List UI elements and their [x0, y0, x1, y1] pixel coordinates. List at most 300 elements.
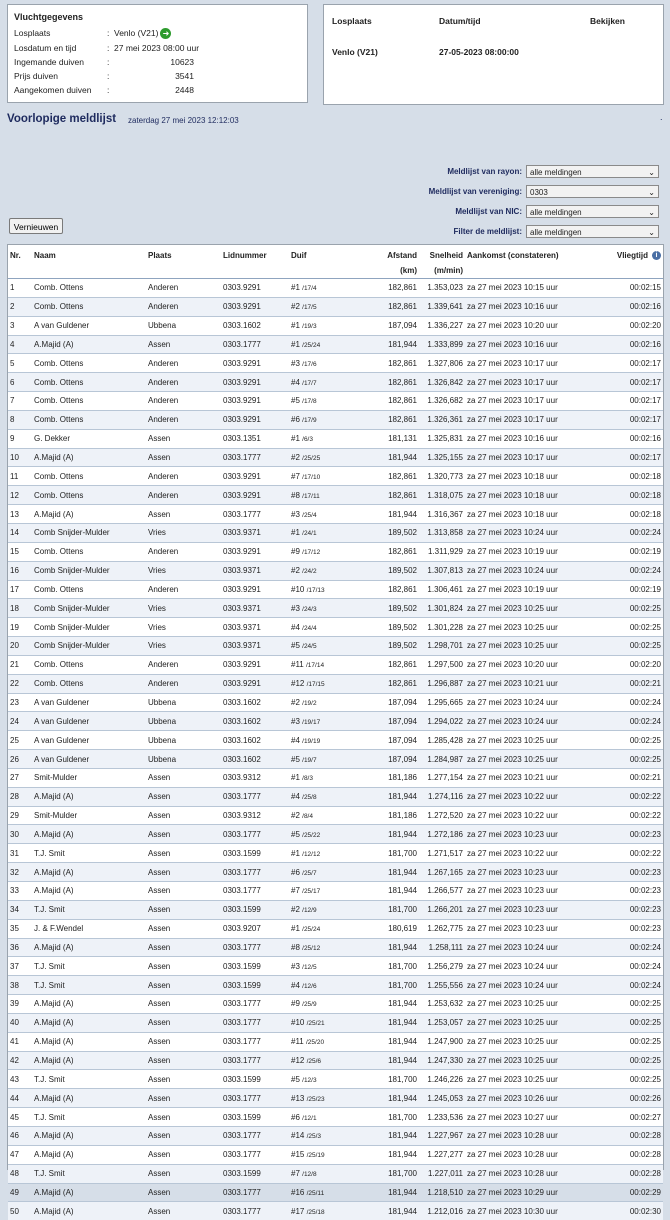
- cell-aankomst: za 27 mei 2023 10:24 uur: [465, 712, 605, 731]
- cell-vliegtijd: 00:02:30: [605, 1202, 663, 1220]
- cell-lidnummer: 0303.9291: [221, 354, 289, 373]
- cell-snelheid: 1.325,155: [419, 448, 465, 467]
- cell-nr: 21: [8, 655, 32, 674]
- info-value: 10623: [170, 57, 194, 67]
- cell-lidnummer: 0303.1602: [221, 316, 289, 335]
- col-nr[interactable]: Nr.: [8, 245, 32, 279]
- filter-label: Meldlijst van rayon:: [447, 167, 522, 176]
- cell-lidnummer: 0303.1599: [221, 844, 289, 863]
- cell-snelheid: 1.266,577: [419, 882, 465, 901]
- cell-aankomst: za 27 mei 2023 10:25 uur: [465, 1051, 605, 1070]
- cell-nr: 28: [8, 787, 32, 806]
- cell-lidnummer: 0303.1602: [221, 693, 289, 712]
- cell-lidnummer: 0303.1599: [221, 957, 289, 976]
- cell-nr: 4: [8, 335, 32, 354]
- cell-duif: #7 /12/8: [289, 1164, 349, 1183]
- table-row: [8, 410, 663, 429]
- table-row: [8, 957, 663, 976]
- cell-lidnummer: 0303.1777: [221, 882, 289, 901]
- cell-duif: #8 /17/11: [289, 486, 349, 505]
- filter-label: Meldlijst van vereniging:: [428, 187, 522, 196]
- cell-naam: Comb. Ottens: [32, 354, 146, 373]
- cell-aankomst: za 27 mei 2023 10:17 uur: [465, 410, 605, 429]
- cell-nr: 17: [8, 580, 32, 599]
- cell-plaats: Assen: [146, 1108, 221, 1127]
- cell-aankomst: za 27 mei 2023 10:26 uur: [465, 1089, 605, 1108]
- cell-nr: 48: [8, 1164, 32, 1183]
- cell-aankomst: za 27 mei 2023 10:25 uur: [465, 995, 605, 1014]
- cell-duif: #1 /8/3: [289, 768, 349, 787]
- cell-naam: A.Majid (A): [32, 995, 146, 1014]
- cell-plaats: Vries: [146, 618, 221, 637]
- cell-naam: A.Majid (A): [32, 863, 146, 882]
- info-label: Losdatum en tijd: [14, 43, 77, 53]
- cell-snelheid: 1.320,773: [419, 467, 465, 486]
- cell-plaats: Assen: [146, 768, 221, 787]
- cell-duif: #2 /19/2: [289, 693, 349, 712]
- cell-aankomst: za 27 mei 2023 10:23 uur: [465, 863, 605, 882]
- cell-plaats: Assen: [146, 787, 221, 806]
- table-row: [8, 599, 663, 618]
- cell-plaats: Anderen: [146, 486, 221, 505]
- cell-snelheid: 1.218,510: [419, 1183, 465, 1202]
- cell-naam: A van Guldener: [32, 693, 146, 712]
- cell-snelheid: 1.285,428: [419, 731, 465, 750]
- cell-plaats: Anderen: [146, 279, 221, 298]
- cell-snelheid: 1.353,023: [419, 279, 465, 298]
- cell-lidnummer: 0303.1777: [221, 938, 289, 957]
- cell-plaats: Vries: [146, 637, 221, 656]
- filter-vereniging: [360, 185, 660, 200]
- cell-aankomst: za 27 mei 2023 10:19 uur: [465, 580, 605, 599]
- cell-nr: 31: [8, 844, 32, 863]
- cell-aankomst: za 27 mei 2023 10:24 uur: [465, 523, 605, 542]
- cell-afstand: 181,700: [379, 900, 419, 919]
- cell-vliegtijd: 00:02:21: [605, 674, 663, 693]
- cell-vliegtijd: 00:02:24: [605, 693, 663, 712]
- cell-duif: #12 /25/6: [289, 1051, 349, 1070]
- cell-lidnummer: 0303.9371: [221, 561, 289, 580]
- cell-snelheid: 1.227,011: [419, 1164, 465, 1183]
- cell-lidnummer: 0303.9291: [221, 542, 289, 561]
- cell-lidnummer: 0303.9291: [221, 279, 289, 298]
- cell-snelheid: 1.296,887: [419, 674, 465, 693]
- cell-nr: 42: [8, 1051, 32, 1070]
- table-row: [8, 542, 663, 561]
- cell-naam: T.J. Smit: [32, 900, 146, 919]
- col-naam[interactable]: Naam: [32, 245, 146, 279]
- cell-naam: Comb. Ottens: [32, 373, 146, 392]
- table-row: [8, 580, 663, 599]
- cell-plaats: Ubbena: [146, 712, 221, 731]
- cell-snelheid: 1.245,053: [419, 1089, 465, 1108]
- cell-lidnummer: 0303.1599: [221, 1070, 289, 1089]
- cell-nr: 1: [8, 279, 32, 298]
- cell-plaats: Assen: [146, 1089, 221, 1108]
- cell-afstand: 182,861: [379, 655, 419, 674]
- race-panel: [323, 4, 664, 105]
- cell-plaats: Assen: [146, 957, 221, 976]
- cell-nr: 41: [8, 1032, 32, 1051]
- cell-lidnummer: 0303.9371: [221, 523, 289, 542]
- cell-afstand: 181,944: [379, 1013, 419, 1032]
- cell-plaats: Anderen: [146, 392, 221, 411]
- cell-naam: A van Guldener: [32, 712, 146, 731]
- cell-naam: Comb Snijder-Mulder: [32, 561, 146, 580]
- cell-vliegtijd: 00:02:23: [605, 900, 663, 919]
- cell-afstand: 182,861: [379, 467, 419, 486]
- cell-vliegtijd: 00:02:25: [605, 618, 663, 637]
- cell-vliegtijd: 00:02:25: [605, 731, 663, 750]
- cell-vliegtijd: 00:02:23: [605, 919, 663, 938]
- cell-nr: 46: [8, 1126, 32, 1145]
- cell-snelheid: 1.227,277: [419, 1145, 465, 1164]
- cell-naam: Comb. Ottens: [32, 297, 146, 316]
- cell-nr: 9: [8, 429, 32, 448]
- cell-lidnummer: 0303.1777: [221, 995, 289, 1014]
- cell-lidnummer: 0303.1599: [221, 1164, 289, 1183]
- cell-duif: #16 /25/11: [289, 1183, 349, 1202]
- table-row: [8, 655, 663, 674]
- cell-nr: 50: [8, 1202, 32, 1220]
- cell-duif: #14 /25/3: [289, 1126, 349, 1145]
- cell-naam: T.J. Smit: [32, 844, 146, 863]
- filter-meldlijst-select[interactable]: alle meldingen ⌄: [526, 225, 659, 238]
- cell-vliegtijd: 00:02:28: [605, 1145, 663, 1164]
- cell-lidnummer: 0303.9291: [221, 373, 289, 392]
- cell-plaats: Assen: [146, 1183, 221, 1202]
- cell-nr: 5: [8, 354, 32, 373]
- cell-vliegtijd: 00:02:25: [605, 637, 663, 656]
- info-label: Ingemande duiven: [14, 57, 84, 67]
- table-row: [8, 523, 663, 542]
- col-duif[interactable]: Duif: [289, 245, 349, 279]
- cell-duif: #7 /17/10: [289, 467, 349, 486]
- cell-snelheid: 1.316,367: [419, 505, 465, 524]
- cell-afstand: 182,861: [379, 392, 419, 411]
- filter-nic: [360, 205, 660, 220]
- table-row: [8, 1202, 663, 1220]
- race-header-bekijken: Bekijken: [590, 16, 625, 26]
- cell-afstand: 182,861: [379, 373, 419, 392]
- col-vliegtijd[interactable]: Vliegtijd i: [605, 245, 663, 279]
- cell-snelheid: 1.311,929: [419, 542, 465, 561]
- cell-snelheid: 1.339,641: [419, 297, 465, 316]
- info-value: 27 mei 2023 08:00 uur: [114, 43, 200, 53]
- cell-lidnummer: 0303.9291: [221, 580, 289, 599]
- filter-rayon-select[interactable]: alle meldingen ⌄: [526, 165, 659, 178]
- table-row: [8, 373, 663, 392]
- cell-plaats: Assen: [146, 900, 221, 919]
- cell-vliegtijd: 00:02:28: [605, 1126, 663, 1145]
- cell-nr: 13: [8, 505, 32, 524]
- cell-nr: 32: [8, 863, 32, 882]
- cell-plaats: Assen: [146, 863, 221, 882]
- cell-aankomst: za 27 mei 2023 10:18 uur: [465, 486, 605, 505]
- cell-nr: 34: [8, 900, 32, 919]
- cell-lidnummer: 0303.1777: [221, 825, 289, 844]
- cell-aankomst: za 27 mei 2023 10:17 uur: [465, 354, 605, 373]
- cell-vliegtijd: 00:02:21: [605, 768, 663, 787]
- cell-duif: #4 /24/4: [289, 618, 349, 637]
- cell-afstand: 189,502: [379, 618, 419, 637]
- cell-duif: #3 /25/4: [289, 505, 349, 524]
- table-row: [8, 1051, 663, 1070]
- info-value: 3541: [175, 71, 194, 81]
- cell-plaats: Assen: [146, 1164, 221, 1183]
- cell-lidnummer: 0303.9371: [221, 599, 289, 618]
- cell-aankomst: za 27 mei 2023 10:23 uur: [465, 900, 605, 919]
- cell-snelheid: 1.294,022: [419, 712, 465, 731]
- cell-snelheid: 1.262,775: [419, 919, 465, 938]
- cell-vliegtijd: 00:02:17: [605, 392, 663, 411]
- cell-plaats: Assen: [146, 882, 221, 901]
- table-row: [8, 316, 663, 335]
- filter-nic-select[interactable]: alle meldingen ⌄: [526, 205, 659, 218]
- filter-label: Filter de meldlijst:: [453, 227, 522, 236]
- cell-snelheid: 1.253,057: [419, 1013, 465, 1032]
- info-row-ingemand: Ingemande duiven : 10623: [14, 57, 194, 67]
- cell-lidnummer: 0303.1602: [221, 712, 289, 731]
- cell-plaats: Assen: [146, 825, 221, 844]
- cell-duif: #7 /25/17: [289, 882, 349, 901]
- table-row: [8, 995, 663, 1014]
- cell-vliegtijd: 00:02:19: [605, 580, 663, 599]
- cell-lidnummer: 0303.9291: [221, 297, 289, 316]
- cell-lidnummer: 0303.9371: [221, 618, 289, 637]
- cell-snelheid: 1.307,813: [419, 561, 465, 580]
- cell-duif: #2 /12/9: [289, 900, 349, 919]
- info-value: 2448: [175, 85, 194, 95]
- cell-lidnummer: 0303.1351: [221, 429, 289, 448]
- cell-snelheid: 1.313,858: [419, 523, 465, 542]
- cell-naam: Smit-Mulder: [32, 768, 146, 787]
- cell-nr: 38: [8, 976, 32, 995]
- cell-plaats: Anderen: [146, 467, 221, 486]
- filter-vereniging-select[interactable]: 0303 ⌄: [526, 185, 659, 198]
- cell-duif: #3 /12/5: [289, 957, 349, 976]
- race-datum: 27-05-2023 08:00:00: [439, 47, 519, 57]
- cell-naam: A.Majid (A): [32, 1145, 146, 1164]
- cell-snelheid: 1.233,536: [419, 1108, 465, 1127]
- cell-naam: Comb. Ottens: [32, 467, 146, 486]
- cell-plaats: Assen: [146, 919, 221, 938]
- cell-vliegtijd: 00:02:16: [605, 429, 663, 448]
- cell-duif: #10 /25/21: [289, 1013, 349, 1032]
- cell-aankomst: za 27 mei 2023 10:20 uur: [465, 316, 605, 335]
- table-row: [8, 900, 663, 919]
- cell-vliegtijd: 00:02:22: [605, 806, 663, 825]
- cell-vliegtijd: 00:02:25: [605, 995, 663, 1014]
- cell-vliegtijd: 00:02:23: [605, 825, 663, 844]
- cell-naam: T.J. Smit: [32, 957, 146, 976]
- col-aankomst[interactable]: Aankomst (constateren): [465, 245, 605, 279]
- info-row-losplaats: Losplaats : Venlo (V21) ➜: [14, 26, 304, 40]
- cell-vliegtijd: 00:02:16: [605, 297, 663, 316]
- cell-aankomst: za 27 mei 2023 10:25 uur: [465, 1070, 605, 1089]
- cell-duif: #3 /17/6: [289, 354, 349, 373]
- table-row: [8, 467, 663, 486]
- col-snelheid[interactable]: Snelheid (m/min): [419, 245, 465, 279]
- cell-duif: #5 /19/7: [289, 750, 349, 769]
- table-row: [8, 731, 663, 750]
- cell-naam: Comb. Ottens: [32, 410, 146, 429]
- cell-lidnummer: 0303.9371: [221, 637, 289, 656]
- cell-duif: #6 /12/1: [289, 1108, 349, 1127]
- cell-plaats: Assen: [146, 938, 221, 957]
- col-plaats[interactable]: Plaats: [146, 245, 221, 279]
- flight-info-title: Vluchtgegevens: [14, 12, 84, 22]
- cell-afstand: 180,619: [379, 919, 419, 938]
- cell-plaats: Assen: [146, 1145, 221, 1164]
- cell-duif: #1 /19/3: [289, 316, 349, 335]
- cell-duif: #6 /17/9: [289, 410, 349, 429]
- cell-snelheid: 1.327,806: [419, 354, 465, 373]
- cell-nr: 27: [8, 768, 32, 787]
- col-lidnummer[interactable]: Lidnummer: [221, 245, 289, 279]
- info-row-losdatum: Losdatum en tijd : 27 mei 2023 08:00 uur: [14, 43, 200, 53]
- cell-plaats: Ubbena: [146, 731, 221, 750]
- cell-nr: 19: [8, 618, 32, 637]
- cell-vliegtijd: 00:02:25: [605, 750, 663, 769]
- cell-aankomst: za 27 mei 2023 10:23 uur: [465, 825, 605, 844]
- cell-plaats: Anderen: [146, 580, 221, 599]
- cell-aankomst: za 27 mei 2023 10:19 uur: [465, 542, 605, 561]
- cell-afstand: 182,861: [379, 580, 419, 599]
- cell-plaats: Anderen: [146, 297, 221, 316]
- cell-nr: 40: [8, 1013, 32, 1032]
- cell-aankomst: za 27 mei 2023 10:15 uur: [465, 279, 605, 298]
- cell-snelheid: 1.298,701: [419, 637, 465, 656]
- cell-snelheid: 1.297,500: [419, 655, 465, 674]
- cell-duif: #3 /24/3: [289, 599, 349, 618]
- cell-aankomst: za 27 mei 2023 10:16 uur: [465, 335, 605, 354]
- cell-nr: 29: [8, 806, 32, 825]
- table-row: [8, 768, 663, 787]
- cell-duif: #2 /17/5: [289, 297, 349, 316]
- cell-plaats: Anderen: [146, 674, 221, 693]
- cell-vliegtijd: 00:02:25: [605, 599, 663, 618]
- cell-duif: #3 /19/17: [289, 712, 349, 731]
- cell-vliegtijd: 00:02:20: [605, 316, 663, 335]
- cell-plaats: Anderen: [146, 655, 221, 674]
- cell-plaats: Assen: [146, 505, 221, 524]
- cell-afstand: 182,861: [379, 674, 419, 693]
- cell-snelheid: 1.256,279: [419, 957, 465, 976]
- cell-naam: Comb. Ottens: [32, 655, 146, 674]
- cell-naam: A.Majid (A): [32, 1032, 146, 1051]
- table-row: [8, 919, 663, 938]
- table-row: [8, 505, 663, 524]
- cell-lidnummer: 0303.1777: [221, 1013, 289, 1032]
- cell-aankomst: za 27 mei 2023 10:22 uur: [465, 806, 605, 825]
- cell-aankomst: za 27 mei 2023 10:30 uur: [465, 1202, 605, 1220]
- cell-nr: 37: [8, 957, 32, 976]
- table-row: [8, 279, 663, 298]
- cell-aankomst: za 27 mei 2023 10:25 uur: [465, 731, 605, 750]
- cell-afstand: 187,094: [379, 731, 419, 750]
- cell-naam: Comb. Ottens: [32, 674, 146, 693]
- cell-naam: Comb Snijder-Mulder: [32, 599, 146, 618]
- table-row: [8, 787, 663, 806]
- chevron-down-icon: ⌄: [648, 168, 655, 177]
- cell-naam: Smit-Mulder: [32, 806, 146, 825]
- cell-aankomst: za 27 mei 2023 10:22 uur: [465, 844, 605, 863]
- cell-duif: #1 /25/24: [289, 919, 349, 938]
- cell-naam: A van Guldener: [32, 316, 146, 335]
- cell-aankomst: za 27 mei 2023 10:23 uur: [465, 919, 605, 938]
- cell-naam: G. Dekker: [32, 429, 146, 448]
- cell-lidnummer: 0303.9291: [221, 410, 289, 429]
- cell-afstand: 181,700: [379, 844, 419, 863]
- cell-plaats: Anderen: [146, 373, 221, 392]
- race-losplaats[interactable]: Venlo (V21): [332, 47, 378, 57]
- cell-duif: #4 /12/6: [289, 976, 349, 995]
- cell-lidnummer: 0303.1777: [221, 1089, 289, 1108]
- table-row: [8, 976, 663, 995]
- cell-naam: A.Majid (A): [32, 505, 146, 524]
- refresh-button[interactable]: Vernieuwen: [9, 218, 63, 234]
- cell-plaats: Vries: [146, 599, 221, 618]
- cell-plaats: Assen: [146, 1202, 221, 1220]
- cell-duif: #12 /17/15: [289, 674, 349, 693]
- cell-lidnummer: 0303.9291: [221, 655, 289, 674]
- cell-lidnummer: 0303.1777: [221, 1126, 289, 1145]
- cell-naam: A.Majid (A): [32, 1051, 146, 1070]
- cell-aankomst: za 27 mei 2023 10:29 uur: [465, 1183, 605, 1202]
- cell-lidnummer: 0303.9291: [221, 467, 289, 486]
- cell-vliegtijd: 00:02:25: [605, 1013, 663, 1032]
- page-subtitle: zaterdag 27 mei 2023 12:12:03: [128, 116, 239, 125]
- cell-duif: #2 /24/2: [289, 561, 349, 580]
- cell-nr: 47: [8, 1145, 32, 1164]
- cell-vliegtijd: 00:02:25: [605, 1032, 663, 1051]
- cell-lidnummer: 0303.1777: [221, 505, 289, 524]
- cell-vliegtijd: 00:02:24: [605, 938, 663, 957]
- cell-duif: #1 /25/24: [289, 335, 349, 354]
- table-row: [8, 297, 663, 316]
- cell-naam: T.J. Smit: [32, 976, 146, 995]
- table-row: [8, 618, 663, 637]
- info-icon[interactable]: i: [652, 251, 661, 260]
- arrow-right-icon[interactable]: ➜: [160, 28, 171, 39]
- cell-snelheid: 1.274,116: [419, 787, 465, 806]
- table-row: [8, 429, 663, 448]
- cell-lidnummer: 0303.1599: [221, 1108, 289, 1127]
- cell-vliegtijd: 00:02:25: [605, 1070, 663, 1089]
- cell-duif: #15 /25/19: [289, 1145, 349, 1164]
- chevron-down-icon: ⌄: [648, 228, 655, 237]
- table-row: [8, 637, 663, 656]
- cell-nr: 26: [8, 750, 32, 769]
- cell-nr: 24: [8, 712, 32, 731]
- info-value: Venlo (V21) ➜: [114, 26, 171, 40]
- col-afstand[interactable]: Afstand (km): [349, 245, 419, 279]
- cell-lidnummer: 0303.1777: [221, 1051, 289, 1070]
- cell-lidnummer: 0303.9207: [221, 919, 289, 938]
- cell-plaats: Anderen: [146, 542, 221, 561]
- cell-snelheid: 1.301,228: [419, 618, 465, 637]
- cell-afstand: 189,502: [379, 523, 419, 542]
- cell-vliegtijd: 00:02:18: [605, 467, 663, 486]
- table-row: [8, 561, 663, 580]
- cell-duif: #2 /8/4: [289, 806, 349, 825]
- cell-duif: #11 /25/20: [289, 1032, 349, 1051]
- cell-snelheid: 1.266,201: [419, 900, 465, 919]
- cell-lidnummer: 0303.1777: [221, 448, 289, 467]
- table-row: [8, 825, 663, 844]
- cell-lidnummer: 0303.1777: [221, 1145, 289, 1164]
